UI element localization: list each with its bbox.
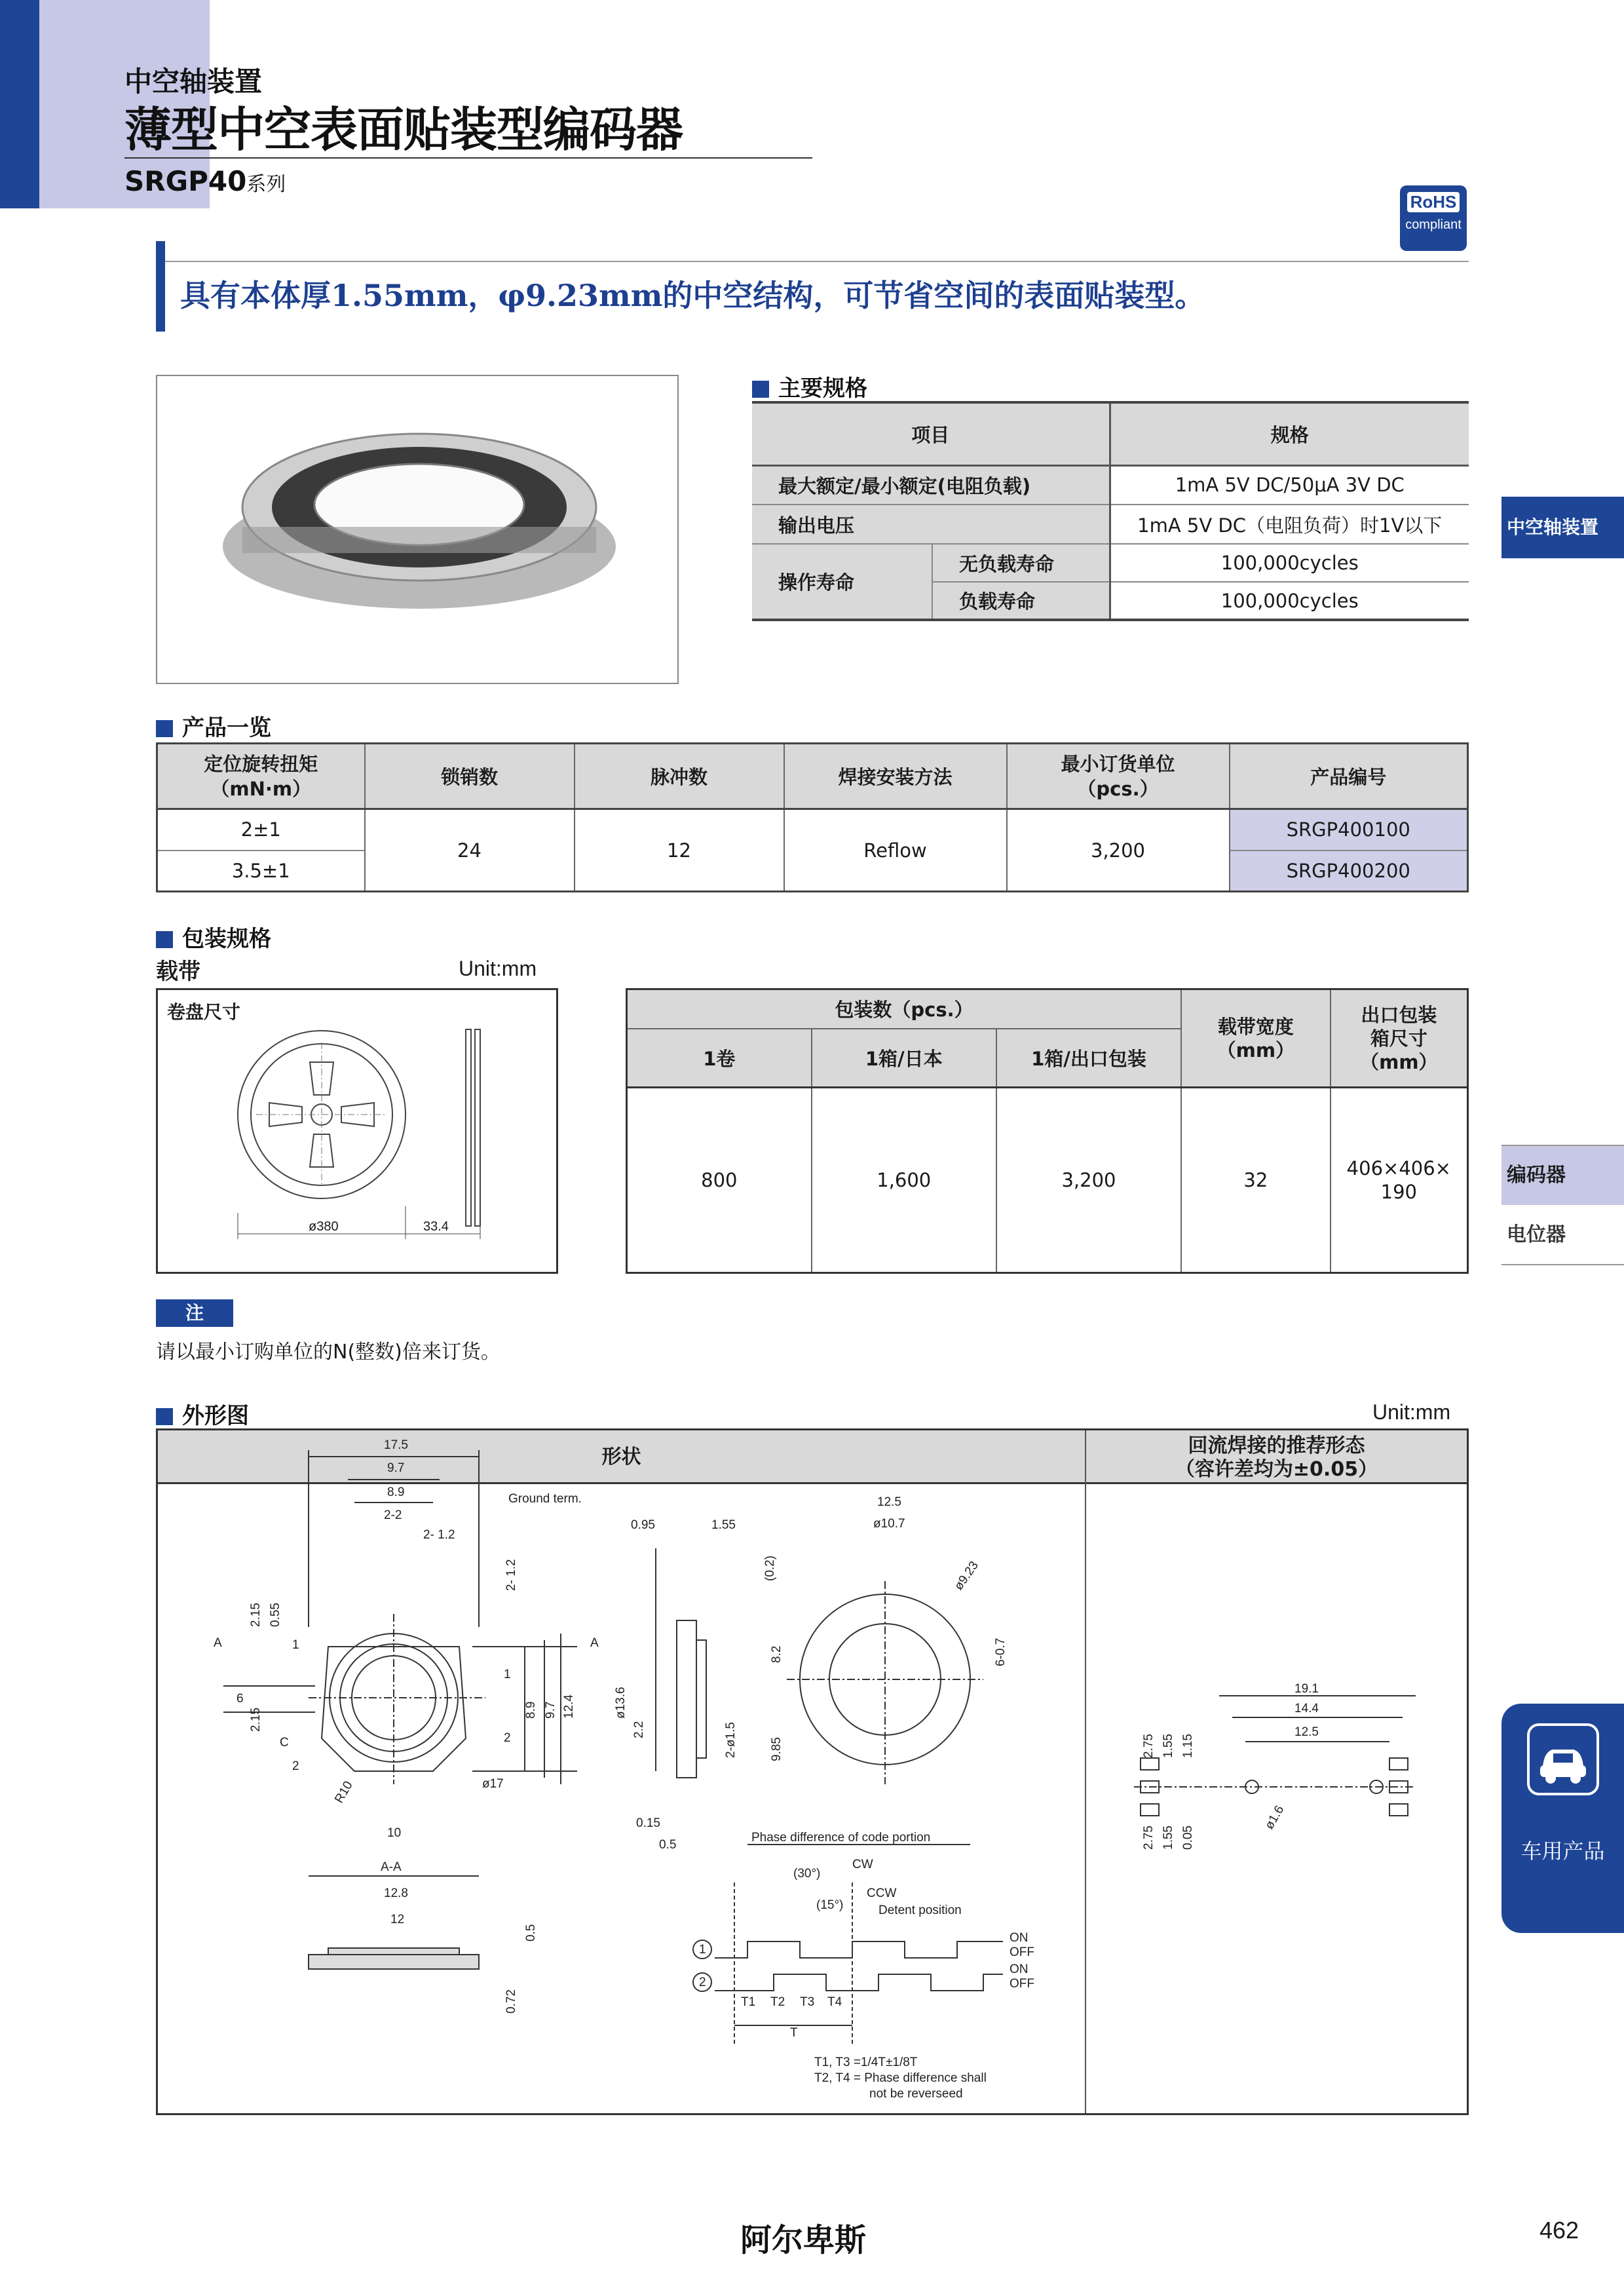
dim-o10-7: ø10.7 <box>873 1517 905 1531</box>
dim-0-5: 0.5 <box>659 1838 677 1852</box>
land-2-75a: 2.75 <box>1142 1734 1156 1758</box>
reel-frame <box>156 988 558 1274</box>
dim-r10: R10 <box>332 1778 356 1806</box>
pl-header-detents: 锁销数 <box>365 744 575 809</box>
land-14-4: 14.4 <box>1294 1702 1319 1715</box>
mark-c: C <box>280 1736 289 1750</box>
dim-2-2: 2.2 <box>632 1721 646 1738</box>
pl-torque-2: 3.5±1 <box>157 851 365 892</box>
mark-a-right: A <box>590 1636 599 1650</box>
outline-unit: Unit:mm <box>1372 1400 1451 1424</box>
dim-6-0-7: 6-0.7 <box>994 1637 1008 1666</box>
packaging-heading: 包装规格 <box>156 921 271 953</box>
outline-heading: 外形图 <box>156 1398 249 1430</box>
footer-brand: 阿尔卑斯 <box>740 2222 867 2259</box>
side-tab-encoder-label: 编码器 <box>1507 1164 1566 1187</box>
spec-item-life: 操作寿命 <box>752 544 932 620</box>
note-text: 请以最小订购单位的N(整数)倍来订货。 <box>156 1341 500 1364</box>
spec-col-item: 项目 <box>752 402 1110 465</box>
dim-17-5: 17.5 <box>384 1438 408 1452</box>
outline-drawings <box>158 1430 1467 2113</box>
pl-torque-1: 2±1 <box>157 809 365 851</box>
car-icon <box>1527 1723 1599 1795</box>
dim-1-55: 1.55 <box>711 1518 736 1532</box>
spec-item-noload: 无负载寿命 <box>932 544 1110 582</box>
packaging-table <box>626 988 1469 1274</box>
product-photo-frame <box>156 375 679 684</box>
pl-header-torque: 定位旋转扭矩 （mN·m） <box>157 744 365 809</box>
tagline-bar <box>156 241 165 332</box>
pl-code-1: SRGP400100 <box>1230 809 1468 851</box>
side-tab-encoder[interactable] <box>1501 1145 1624 1205</box>
spec-value-rating: 1mA 5V DC/50μA 3V DC <box>1175 474 1405 497</box>
dim-12-8: 12.8 <box>384 1886 408 1900</box>
dim-9-7b: 9.7 <box>544 1701 557 1719</box>
phase-note-1: T1, T3 =1/4T±1/8T <box>814 2056 918 2069</box>
dim-9-85: 9.85 <box>770 1737 784 1761</box>
dim-2-1-2a: 2- 1.2 <box>423 1528 455 1542</box>
note-label: 注 <box>156 1299 233 1327</box>
land-1-15: 1.15 <box>1181 1734 1195 1758</box>
pk-val-export: 3,200 <box>996 1088 1181 1273</box>
encoder-photo <box>157 376 677 683</box>
series-code: SRGP40 <box>124 165 247 197</box>
pk-col-export: 1箱/出口包装 <box>996 1029 1181 1088</box>
spec-value-load: 100,000cycles <box>1220 589 1359 612</box>
dim-6: 6 <box>236 1692 244 1706</box>
outline-col-shape: 形状 <box>601 1445 641 1468</box>
pk-val-box: 406×406× 190 <box>1346 1157 1451 1203</box>
pin-1-right: 1 <box>504 1668 511 1681</box>
dim-12-4: 12.4 <box>562 1694 576 1719</box>
side-view <box>656 1548 706 1778</box>
reel-label: 卷盘尺寸 <box>167 1001 241 1023</box>
pl-code-2: SRGP400200 <box>1230 851 1468 892</box>
dim-12: 12 <box>390 1913 405 1926</box>
phase-off-1: OFF <box>1010 1945 1034 1959</box>
rohs-top: RoHS <box>1407 192 1460 212</box>
dim-o9-23: ø9.23 <box>951 1559 981 1593</box>
land-12-5: 12.5 <box>1294 1725 1319 1739</box>
spec-value-output: 1mA 5V DC（电阻负荷）时1V以下 <box>1137 514 1443 537</box>
pl-pulses: 12 <box>575 809 784 892</box>
pk-col-jp: 1箱/日本 <box>812 1029 996 1088</box>
dim-2-2: 2-2 <box>384 1508 402 1522</box>
phase-t1: T1 <box>741 1995 756 2009</box>
dim-8-9b: 8.9 <box>524 1701 538 1719</box>
dim-2-15a: 2.15 <box>249 1603 263 1627</box>
reel-width-label: 33.4 <box>423 1219 449 1234</box>
main-spec-table <box>752 401 1469 621</box>
dim-0-95: 0.95 <box>631 1518 655 1532</box>
pl-header-pulses: 脉冲数 <box>575 744 784 809</box>
phase-on-2: ON <box>1010 1962 1029 1976</box>
tagline-divider <box>165 261 1469 262</box>
phase-title: Phase difference of code portion <box>751 1831 931 1845</box>
pk-tape-header: 载带宽度 （mm） <box>1181 989 1331 1088</box>
rohs-bottom: compliant <box>1405 218 1462 232</box>
series-label <box>124 165 286 197</box>
pk-val-reel: 800 <box>627 1088 812 1273</box>
spec-item-rating: 最大额定/最小额定(电阻负载) <box>752 465 1110 505</box>
pk-box-header: 出口包装 箱尺寸 （mm） <box>1331 989 1468 1088</box>
pk-qty-header: 包装数（pcs.） <box>627 989 1182 1029</box>
phase-t4: T4 <box>827 1995 842 2009</box>
spec-item-load: 负载寿命 <box>932 582 1110 620</box>
side-tab-automotive[interactable] <box>1501 1704 1624 1933</box>
dim-0-55: 0.55 <box>269 1603 282 1627</box>
page-number: 462 <box>1539 2217 1579 2244</box>
spec-item-output: 输出电压 <box>752 505 1110 544</box>
dim-2-15b: 2.15 <box>249 1708 263 1732</box>
dim-2-1-2b: 2- 1.2 <box>504 1559 518 1591</box>
pin-1-phase: 1 <box>699 1943 706 1957</box>
product-list-table <box>156 742 1469 892</box>
side-tab-potentiometer-label: 电位器 <box>1507 1223 1566 1246</box>
phase-15: (15°) <box>816 1898 844 1912</box>
section-label: A-A <box>381 1860 402 1874</box>
mark-a-left: A <box>214 1636 222 1650</box>
pl-header-code: 产品编号 <box>1230 744 1468 809</box>
dim-0-72: 0.72 <box>504 1989 518 2014</box>
back-view <box>787 1581 983 1784</box>
packaging-unit: Unit:mm <box>459 957 537 980</box>
dim-o17: ø17 <box>482 1777 504 1791</box>
dim-2-o1-5: 2-ø1.5 <box>724 1722 738 1758</box>
dim-0-5-sec: 0.5 <box>524 1924 538 1942</box>
outline-frame <box>156 1428 1469 2115</box>
pk-val-tape: 32 <box>1181 1088 1331 1273</box>
dim-8-9a: 8.9 <box>387 1485 405 1499</box>
pk-col-reel: 1卷 <box>627 1029 812 1088</box>
outline-col-reflow: 回流焊接的推荐形态 （容许差均为±0.05） <box>1175 1434 1378 1481</box>
pin-1-left: 1 <box>292 1638 299 1652</box>
main-spec-heading: 主要规格 <box>752 370 867 402</box>
phase-on-1: ON <box>1010 1931 1029 1945</box>
title-underline <box>124 157 812 159</box>
side-tab-potentiometer[interactable] <box>1501 1205 1624 1265</box>
pl-detents: 24 <box>365 809 575 892</box>
land-2-75b: 2.75 <box>1142 1826 1156 1850</box>
dim-12-5-back: 12.5 <box>877 1495 901 1509</box>
packaging-sub: 载带 <box>156 959 200 985</box>
pin-2-right: 2 <box>504 1731 511 1745</box>
land-1-55b: 1.55 <box>1161 1826 1175 1850</box>
pl-moq: 3,200 <box>1007 809 1230 892</box>
phase-t2: T2 <box>770 1995 785 2009</box>
land-0-05: 0.05 <box>1181 1826 1195 1850</box>
phase-30: (30°) <box>793 1867 821 1881</box>
category-title: 中空轴装置 <box>124 66 263 98</box>
dim-8-2: 8.2 <box>770 1645 784 1663</box>
dim-9-7a: 9.7 <box>387 1461 405 1475</box>
land-1-55a: 1.55 <box>1161 1734 1175 1758</box>
series-suffix: 系列 <box>246 173 286 196</box>
phase-cw: CW <box>852 1858 873 1871</box>
page-title: 薄型中空表面贴装型编码器 <box>124 102 683 157</box>
pl-header-moq: 最小订货单位 （pcs.） <box>1007 744 1230 809</box>
pl-header-solder: 焊接安装方法 <box>784 744 1007 809</box>
phase-note-2: T2, T4 = Phase difference shall <box>814 2071 987 2085</box>
dim-0-15: 0.15 <box>636 1816 660 1830</box>
side-tab-automotive-label: 车用产品 <box>1520 1839 1605 1864</box>
header-accent-bar <box>0 0 39 208</box>
land-pattern <box>1134 1696 1416 1816</box>
reel-dia-label: ø380 <box>309 1219 339 1234</box>
pl-solder: Reflow <box>784 809 1007 892</box>
rohs-badge <box>1400 185 1467 251</box>
reel-drawing <box>158 990 556 1272</box>
phase-t: T <box>790 2026 798 2040</box>
ground-term: Ground term. <box>508 1492 582 1506</box>
spec-value-noload: 100,000cycles <box>1220 552 1359 574</box>
pin-2-phase: 2 <box>699 1976 706 1989</box>
phase-detent: Detent position <box>878 1904 962 1917</box>
pin-2-left: 2 <box>292 1759 299 1773</box>
dim-o13-6: ø13.6 <box>614 1687 628 1719</box>
side-tab-hollow-label: 中空轴装置 <box>1507 516 1599 538</box>
phase-note-3: not be reverseed <box>869 2087 963 2101</box>
tagline: 具有本体厚1.55mm，φ9.23mm的中空结构，可节省空间的表面贴装型。 <box>180 278 1205 313</box>
spec-col-spec: 规格 <box>1110 402 1469 465</box>
phase-ccw: CCW <box>867 1886 897 1900</box>
dim-10: 10 <box>387 1826 402 1840</box>
side-tab-hollow[interactable] <box>1501 497 1624 558</box>
pk-val-jp: 1,600 <box>812 1088 996 1273</box>
phase-t3: T3 <box>800 1995 815 2009</box>
product-list-heading: 产品一览 <box>156 710 271 742</box>
land-19-1: 19.1 <box>1294 1682 1319 1696</box>
phase-off-2: OFF <box>1010 1977 1034 1991</box>
dim-0-2: (0.2) <box>763 1555 777 1581</box>
land-o1-6: ø1.6 <box>1262 1803 1287 1832</box>
